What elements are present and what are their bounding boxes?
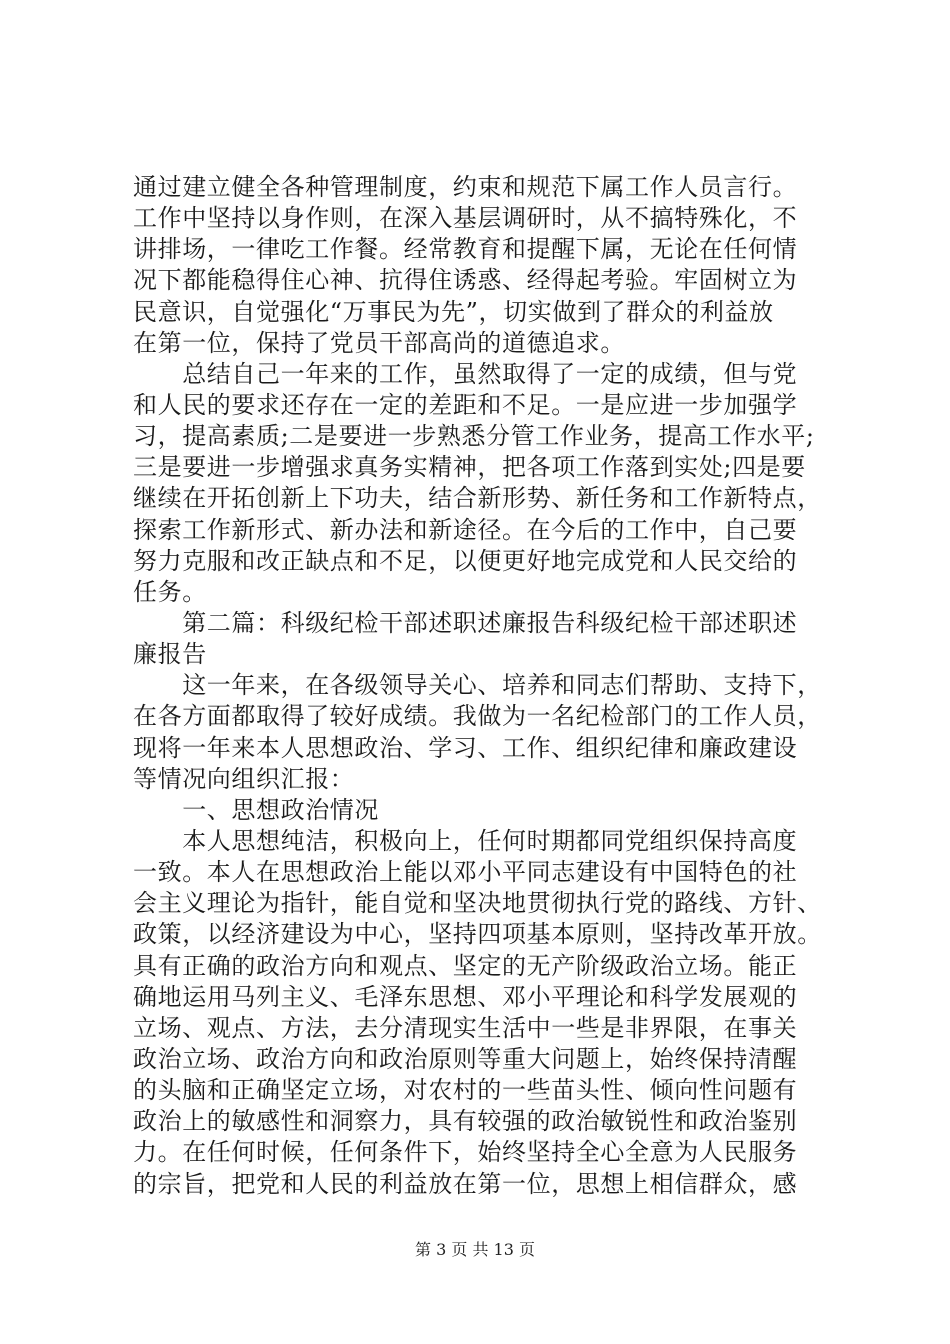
subsection-heading-line: 一、思想政治情况: [133, 795, 379, 824]
text-line: 一致。本人在思想政治上能以邓小平同志建设有中国特色的社: [133, 858, 798, 887]
text-line: 和人民的要求还存在一定的差距和不足。一是应进一步加强学: [133, 390, 798, 419]
text-line: 会主义理论为指针，能自觉和坚决地贯彻执行党的路线、方针、: [133, 889, 822, 918]
text-line: 努力克服和改正缺点和不足，以便更好地完成党和人民交给的: [133, 546, 798, 575]
section-heading-line: 第二篇：科级纪检干部述职述廉报告科级纪检干部述职述: [133, 608, 798, 637]
document-body: [133, 172, 833, 1200]
text-line: 本人思想纯洁，积极向上，任何时期都同党组织保持高度: [133, 826, 798, 855]
text-line: 任务。: [133, 577, 207, 606]
text-line: 总结自己一年来的工作，虽然取得了一定的成绩，但与党: [133, 359, 798, 388]
text-line: 在各方面都取得了较好成绩。我做为一名纪检部门的工作人员，: [133, 702, 822, 731]
text-line: 的头脑和正确坚定立场，对农村的一些苗头性、倾向性问题有: [133, 1076, 798, 1105]
text-line: 政治立场、政治方向和政治原则等重大问题上，始终保持清醒: [133, 1044, 798, 1073]
text-line: 立场、观点、方法，去分清现实生活中一些是非界限，在事关: [133, 1013, 798, 1042]
text-line: 力。在任何时候，任何条件下，始终坚持全心全意为人民服务: [133, 1138, 798, 1167]
text-line: 这一年来，在各级领导关心、培养和同志们帮助、支持下，: [133, 671, 822, 700]
text-line: 况下都能稳得住心神、抗得住诱惑、经得起考验。牢固树立为: [133, 266, 798, 295]
text-line: 继续在开拓创新上下功夫，结合新形势、新任务和工作新特点，: [133, 484, 822, 513]
text-line: 讲排场，一律吃工作餐。经常教育和提醒下属，无论在任何情: [133, 235, 798, 264]
text-line: 通过建立健全各种管理制度，约束和规范下属工作人员言行。: [133, 173, 798, 201]
text-line: 在第一位，保持了党员干部高尚的道德追求。: [133, 328, 625, 357]
text-line: 工作中坚持以身作则，在深入基层调研时，从不搞特殊化，不: [133, 204, 798, 233]
text-line: 具有正确的政治方向和观点、坚定的无产阶级政治立场。能正: [133, 951, 798, 980]
section-heading-line: 廉报告: [133, 640, 207, 669]
text-line: 现将一年来本人思想政治、学习、工作、组织纪律和廉政建设: [133, 733, 798, 762]
text-line: 探索工作新形式、新办法和新途径。在今后的工作中，自己要: [133, 515, 798, 544]
text-line: 确地运用马列主义、毛泽东思想、邓小平理论和科学发展观的: [133, 982, 798, 1011]
text-line: 政策，以经济建设为中心，坚持四项基本原则，坚持改革开放。: [133, 920, 822, 949]
text-line: 习，提高素质;二是要进一步熟悉分管工作业务，提高工作水平;: [133, 422, 815, 451]
page-number-footer: 第 3 页 共 13 页: [415, 1240, 535, 1259]
text-line: 民意识，自觉强化“万事民为先”，切实做到了群众的利益放: [133, 297, 774, 326]
text-line: 三是要进一步增强求真务实精神，把各项工作落到实处;四是要: [133, 453, 806, 482]
text-line: 的宗旨，把党和人民的利益放在第一位，思想上相信群众，感: [133, 1169, 798, 1198]
text-line: 等情况向组织汇报：: [133, 764, 355, 793]
text-line: 政治上的敏感性和洞察力，具有较强的政治敏锐性和政治鉴别: [133, 1107, 798, 1136]
